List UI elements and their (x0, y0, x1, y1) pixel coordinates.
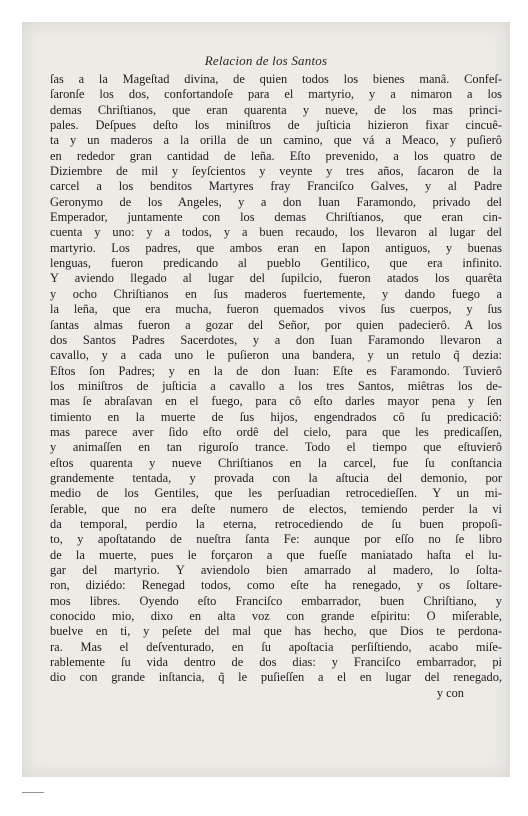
text-line: mas parece aver ſido eſto ordê del cielo, para que les predicaſſen, (50, 424, 502, 439)
text-line: Emperador, juntamente con los demas Chriſtianos, que eran cin- (50, 210, 502, 225)
text-line: y con (436, 685, 464, 700)
text-line: dos Santos Padres Sacerdotes, y a don Iuan Faramondo llevaron a (50, 332, 502, 347)
text-line: cuenta y uno: y a todos, y a buen recaudo, los llevaron al lugar del (50, 225, 502, 240)
text-line: cavallo, y a cada uno le puſieron una bandera, y un retulo q̃ dezia: (50, 348, 502, 363)
text-line: gar del martyrio. Y aviendolo bien amarrado al madero, lo ſolta- (50, 563, 502, 577)
text-line: eſtos quarenta y nueve Chriſtianos en la carcel, fue ſu conſtancia (50, 455, 502, 470)
text-line: Diziembre de mil y ſeyſcientos y veynte y tres años, ſacaron de la (50, 164, 502, 179)
text-line: los miniſtros de juſticia a cavallo a los tres Santos, miêtras los de- (50, 378, 502, 393)
text-line: y animaſſen en tan riguroſo trance. Todo el tiempo que eſtuvierô (50, 440, 502, 455)
text-line: mos libres. Oyendo eſto Franciſco embarrador, buen Chriſtiano, y (50, 593, 502, 608)
text-line: timiento en la muerte de ſus hijos, engendrados cô ſu predicaciô: (50, 409, 502, 424)
text-line: da temporal, perdio la eterna, retrocediendo de ſu buen propoſi- (50, 516, 502, 531)
text-line: grandemente tentada, y provada con la aſtucia del demonio, por (50, 470, 502, 485)
text-line: Y aviendo llegado al lugar del ſupilcio, fueron atados los quarêta (50, 271, 502, 286)
text-line: ſantas almas fueron a gozar del Señor, por quien padecierô. A los (50, 317, 502, 332)
text-line: mas ſe abraſavan en el fuego, para cô eſto darles mayor pena y ſen (50, 394, 502, 409)
text-line: to, y apoſtatando de nueſtra ſanta Fe: aunque por eſſo no ſe libro (50, 532, 502, 547)
book-page (22, 22, 510, 777)
text-line: conocido mio, dixo en alta voz con grande eſpiritu: O miſerable, (50, 609, 502, 624)
text-line: en rededor gran cantidad de leña. Eſto prevenido, a los quatro de (50, 148, 502, 163)
text-line: ſaronſe los dos, confortandoſe para el martyrio, y a nimaron a los (50, 87, 502, 102)
text-line: dio con grande inſtancia, q̃ le puſieſſen a el en lugar del renegado, (50, 670, 502, 685)
text-line: ra. Mas el deſventurado, en ſu apoſtacia perſiſtiendo, acabo miſe- (50, 639, 502, 654)
text-line: y ocho Chriſtianos en ſus maderos fuertemente, y dando fuego a (50, 286, 502, 301)
text-line: la leña, que era mucha, fueron quemados vivos ſus cuerpos, y ſus (50, 302, 502, 317)
running-head: Relacion de los Santos (204, 53, 328, 68)
text-line: Eſtos ſon Padres; y en la de don Iuan: Eſte es Faramondo. Tuvierô (50, 363, 502, 378)
text-line: pales. Deſpues deſto los miniſtros de juſticia hizieron fixar cincuê- (50, 118, 502, 133)
text-line: ron, diziédo: Renegad todos, como eſte ha renegado, y os ſoltare- (50, 578, 502, 593)
text-line: Geronymo de los Angeles, y a don Iuan Faramondo, privado del (50, 194, 502, 209)
text-line: rablemente ſu vida dentro de dos dias: y Franciſco embarrador, pi (50, 655, 502, 670)
text-line: demas Chriſtianos, que eran quarenta y nueve, de los mas princi- (50, 102, 502, 117)
text-line: ta y un maderos a la orilla de un camino, que vá a Meaco, y puſierô (50, 133, 502, 148)
footer-rule (22, 792, 44, 793)
text-line: martyrio. Los padres, que ambos eran en Iapon antiguos, y buenas (50, 240, 502, 255)
text-line: ſas a la Mageſtad divina, de quien todos los bienes manâ. Confeſ- (50, 72, 502, 86)
text-line: medio de los Gentiles, que les perſuadian retrocedieſſen. Y un mi- (50, 486, 502, 501)
text-line: lenguas, fueron predicando al pueblo Gentilico, que era infinito. (50, 256, 502, 271)
text-line: carcel a los benditos Martyres fray Franciſco Galves, y al Padre (50, 179, 502, 194)
text-line: ſerable, que no era deſte numero de electos, temiendo perder la vi (50, 501, 502, 516)
text-line: buelve en ti, y peſete del mal que has hecho, que Dios te perdona- (50, 624, 502, 639)
body-text (50, 72, 502, 701)
text-line: de la muerte, pues le forçaron a que fueſſe maniatado haſta el lu- (50, 547, 502, 562)
